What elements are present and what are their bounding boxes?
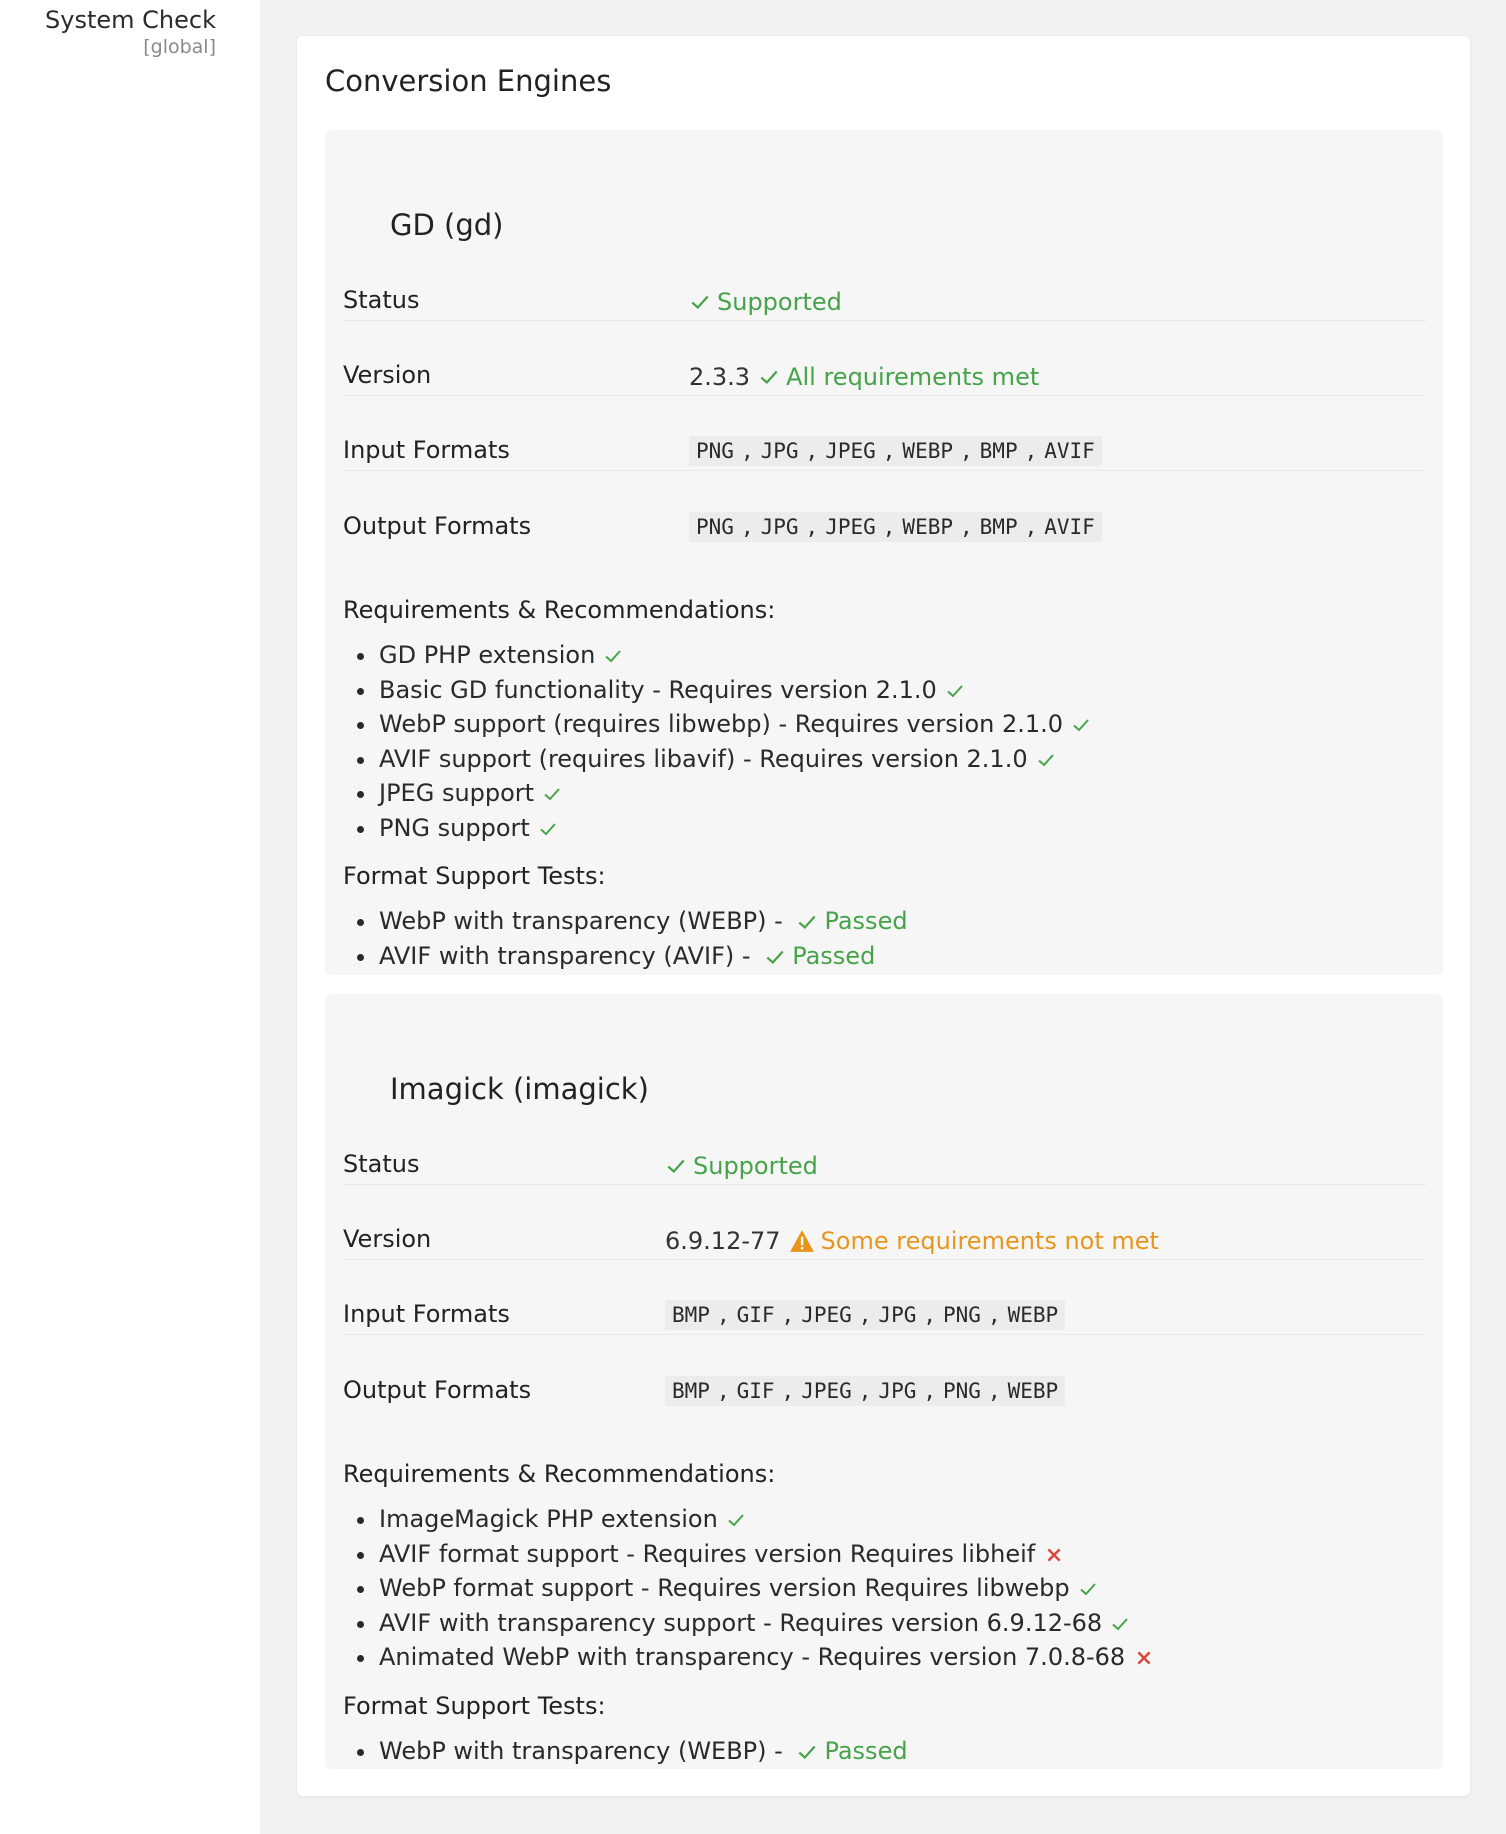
format-separator: , <box>717 1376 730 1406</box>
format-tag: JPG <box>754 512 806 542</box>
format-separator: , <box>960 436 973 466</box>
check-icon <box>1110 1614 1130 1634</box>
list-item: PNG support <box>343 811 1091 846</box>
list-item: AVIF support (requires libavif) - Requires version 2.1.0 <box>343 742 1091 777</box>
input-formats-list <box>689 436 1102 466</box>
sidebar-scope-label: [global] <box>143 36 216 58</box>
version-value <box>689 363 1039 391</box>
check-icon <box>603 646 623 666</box>
format-tag: WEBP <box>1001 1376 1066 1406</box>
status-label: Status <box>343 1150 420 1178</box>
status-label: Status <box>343 286 420 314</box>
format-separator: , <box>988 1300 1001 1330</box>
format-separator: , <box>960 512 973 542</box>
output-formats-label: Output Formats <box>343 512 532 540</box>
list-item: WebP with transparency (WEBP) - Passed <box>343 1734 908 1769</box>
format-tag: BMP <box>665 1376 717 1406</box>
format-separator: , <box>782 1376 795 1406</box>
requirements-list <box>343 1502 1153 1675</box>
sidebar-title: System Check <box>45 6 216 34</box>
conversion-engines-card <box>297 36 1470 1796</box>
check-icon <box>1036 750 1056 770</box>
format-separator: , <box>923 1300 936 1330</box>
format-tag: GIF <box>730 1300 782 1330</box>
list-item: AVIF format support - Requires version Requires libheif <box>343 1537 1153 1572</box>
format-separator: , <box>859 1376 872 1406</box>
output-formats-list <box>689 512 1102 542</box>
check-icon <box>689 291 711 313</box>
test-result: Passed <box>824 1737 908 1765</box>
list-item: WebP with transparency (WEBP) - Passed <box>343 904 908 939</box>
check-icon <box>538 819 558 839</box>
format-tag: PNG <box>689 512 741 542</box>
list-item: WebP support (requires libwebp) - Requires version 2.1.0 <box>343 707 1091 742</box>
tests-list <box>343 1734 908 1769</box>
engine-panel-imagick <box>325 994 1443 1769</box>
format-tag: JPEG <box>818 512 883 542</box>
format-separator: , <box>806 512 819 542</box>
format-tag: PNG <box>689 436 741 466</box>
format-separator: , <box>1025 512 1038 542</box>
check-icon <box>758 366 780 388</box>
status-value <box>689 288 842 316</box>
check-icon <box>726 1510 746 1530</box>
status-value <box>665 1152 818 1180</box>
engine-name: Imagick (imagick) <box>390 1072 649 1106</box>
card-title: Conversion Engines <box>325 64 612 98</box>
engine-panel-gd <box>325 130 1443 975</box>
requirements-heading: Requirements & Recommendations: <box>343 596 776 624</box>
list-item: AVIF with transparency (AVIF) - Passed <box>343 939 908 974</box>
tests-heading: Format Support Tests: <box>343 1692 606 1720</box>
x-mark-icon <box>1045 1546 1063 1564</box>
list-item: WebP format support - Requires version Requires libwebp <box>343 1571 1153 1606</box>
format-tag: JPEG <box>818 436 883 466</box>
input-formats-row <box>343 1260 1426 1335</box>
check-icon <box>1071 715 1091 735</box>
version-row <box>343 1185 1426 1260</box>
format-tag: AVIF <box>1037 512 1102 542</box>
format-separator: , <box>741 436 754 466</box>
format-separator: , <box>883 436 896 466</box>
format-tag: JPG <box>871 1300 923 1330</box>
version-status: Some requirements not met <box>820 1227 1159 1255</box>
format-tag: BMP <box>973 512 1025 542</box>
status-text: Supported <box>717 288 842 316</box>
list-item: Animated WebP with transparency - Requires version 7.0.8-68 <box>343 1640 1153 1675</box>
input-formats-list <box>665 1300 1065 1330</box>
format-tag: WEBP <box>895 512 960 542</box>
output-formats-label: Output Formats <box>343 1376 532 1404</box>
format-separator: , <box>1025 436 1038 466</box>
format-tag: JPG <box>754 436 806 466</box>
output-formats-row <box>343 471 1426 546</box>
list-item: JPEG support <box>343 776 1091 811</box>
version-label: Version <box>343 1225 432 1253</box>
check-icon <box>796 911 818 933</box>
input-formats-row <box>343 396 1426 471</box>
warning-icon <box>789 1229 815 1253</box>
list-item: GD PHP extension <box>343 638 1091 673</box>
requirements-heading: Requirements & Recommendations: <box>343 1460 776 1488</box>
format-separator: , <box>782 1300 795 1330</box>
input-formats-label: Input Formats <box>343 1300 510 1328</box>
format-tag: JPEG <box>794 1300 859 1330</box>
engine-name: GD (gd) <box>390 208 504 242</box>
format-separator: , <box>741 512 754 542</box>
x-mark-icon <box>1135 1649 1153 1667</box>
format-separator: , <box>883 512 896 542</box>
check-icon <box>665 1155 687 1177</box>
format-tag: BMP <box>973 436 1025 466</box>
format-tag: PNG <box>936 1300 988 1330</box>
format-tag: PNG <box>936 1376 988 1406</box>
format-separator: , <box>859 1300 872 1330</box>
format-tag: JPEG <box>794 1376 859 1406</box>
format-tag: GIF <box>730 1376 782 1406</box>
list-item: ImageMagick PHP extension <box>343 1502 1153 1537</box>
format-separator: , <box>923 1376 936 1406</box>
format-separator: , <box>988 1376 1001 1406</box>
check-icon <box>1078 1579 1098 1599</box>
check-icon <box>542 784 562 804</box>
status-text: Supported <box>693 1152 818 1180</box>
check-icon <box>796 1741 818 1763</box>
input-formats-label: Input Formats <box>343 436 510 464</box>
status-row <box>343 246 1426 321</box>
format-separator: , <box>806 436 819 466</box>
test-result: Passed <box>792 942 876 970</box>
list-item: Basic GD functionality - Requires version 2.1.0 <box>343 673 1091 708</box>
output-formats-row <box>343 1335 1426 1410</box>
version-number: 6.9.12-77 <box>665 1227 781 1255</box>
tests-heading: Format Support Tests: <box>343 862 606 890</box>
format-tag: AVIF <box>1037 436 1102 466</box>
format-tag: WEBP <box>1001 1300 1066 1330</box>
requirements-list <box>343 638 1091 845</box>
format-separator: , <box>717 1300 730 1330</box>
format-tag: BMP <box>665 1300 717 1330</box>
output-formats-list <box>665 1376 1065 1406</box>
version-number: 2.3.3 <box>689 363 751 391</box>
version-status: All requirements met <box>786 363 1040 391</box>
status-row <box>343 1110 1426 1185</box>
format-tag: JPG <box>871 1376 923 1406</box>
version-row <box>343 321 1426 396</box>
check-icon <box>764 946 786 968</box>
format-tag: WEBP <box>895 436 960 466</box>
version-value <box>665 1227 1159 1255</box>
version-label: Version <box>343 361 432 389</box>
sidebar <box>0 0 260 1834</box>
tests-list <box>343 904 908 974</box>
list-item: AVIF with transparency support - Requires version 6.9.12-68 <box>343 1606 1153 1641</box>
check-icon <box>945 681 965 701</box>
test-result: Passed <box>824 907 908 935</box>
